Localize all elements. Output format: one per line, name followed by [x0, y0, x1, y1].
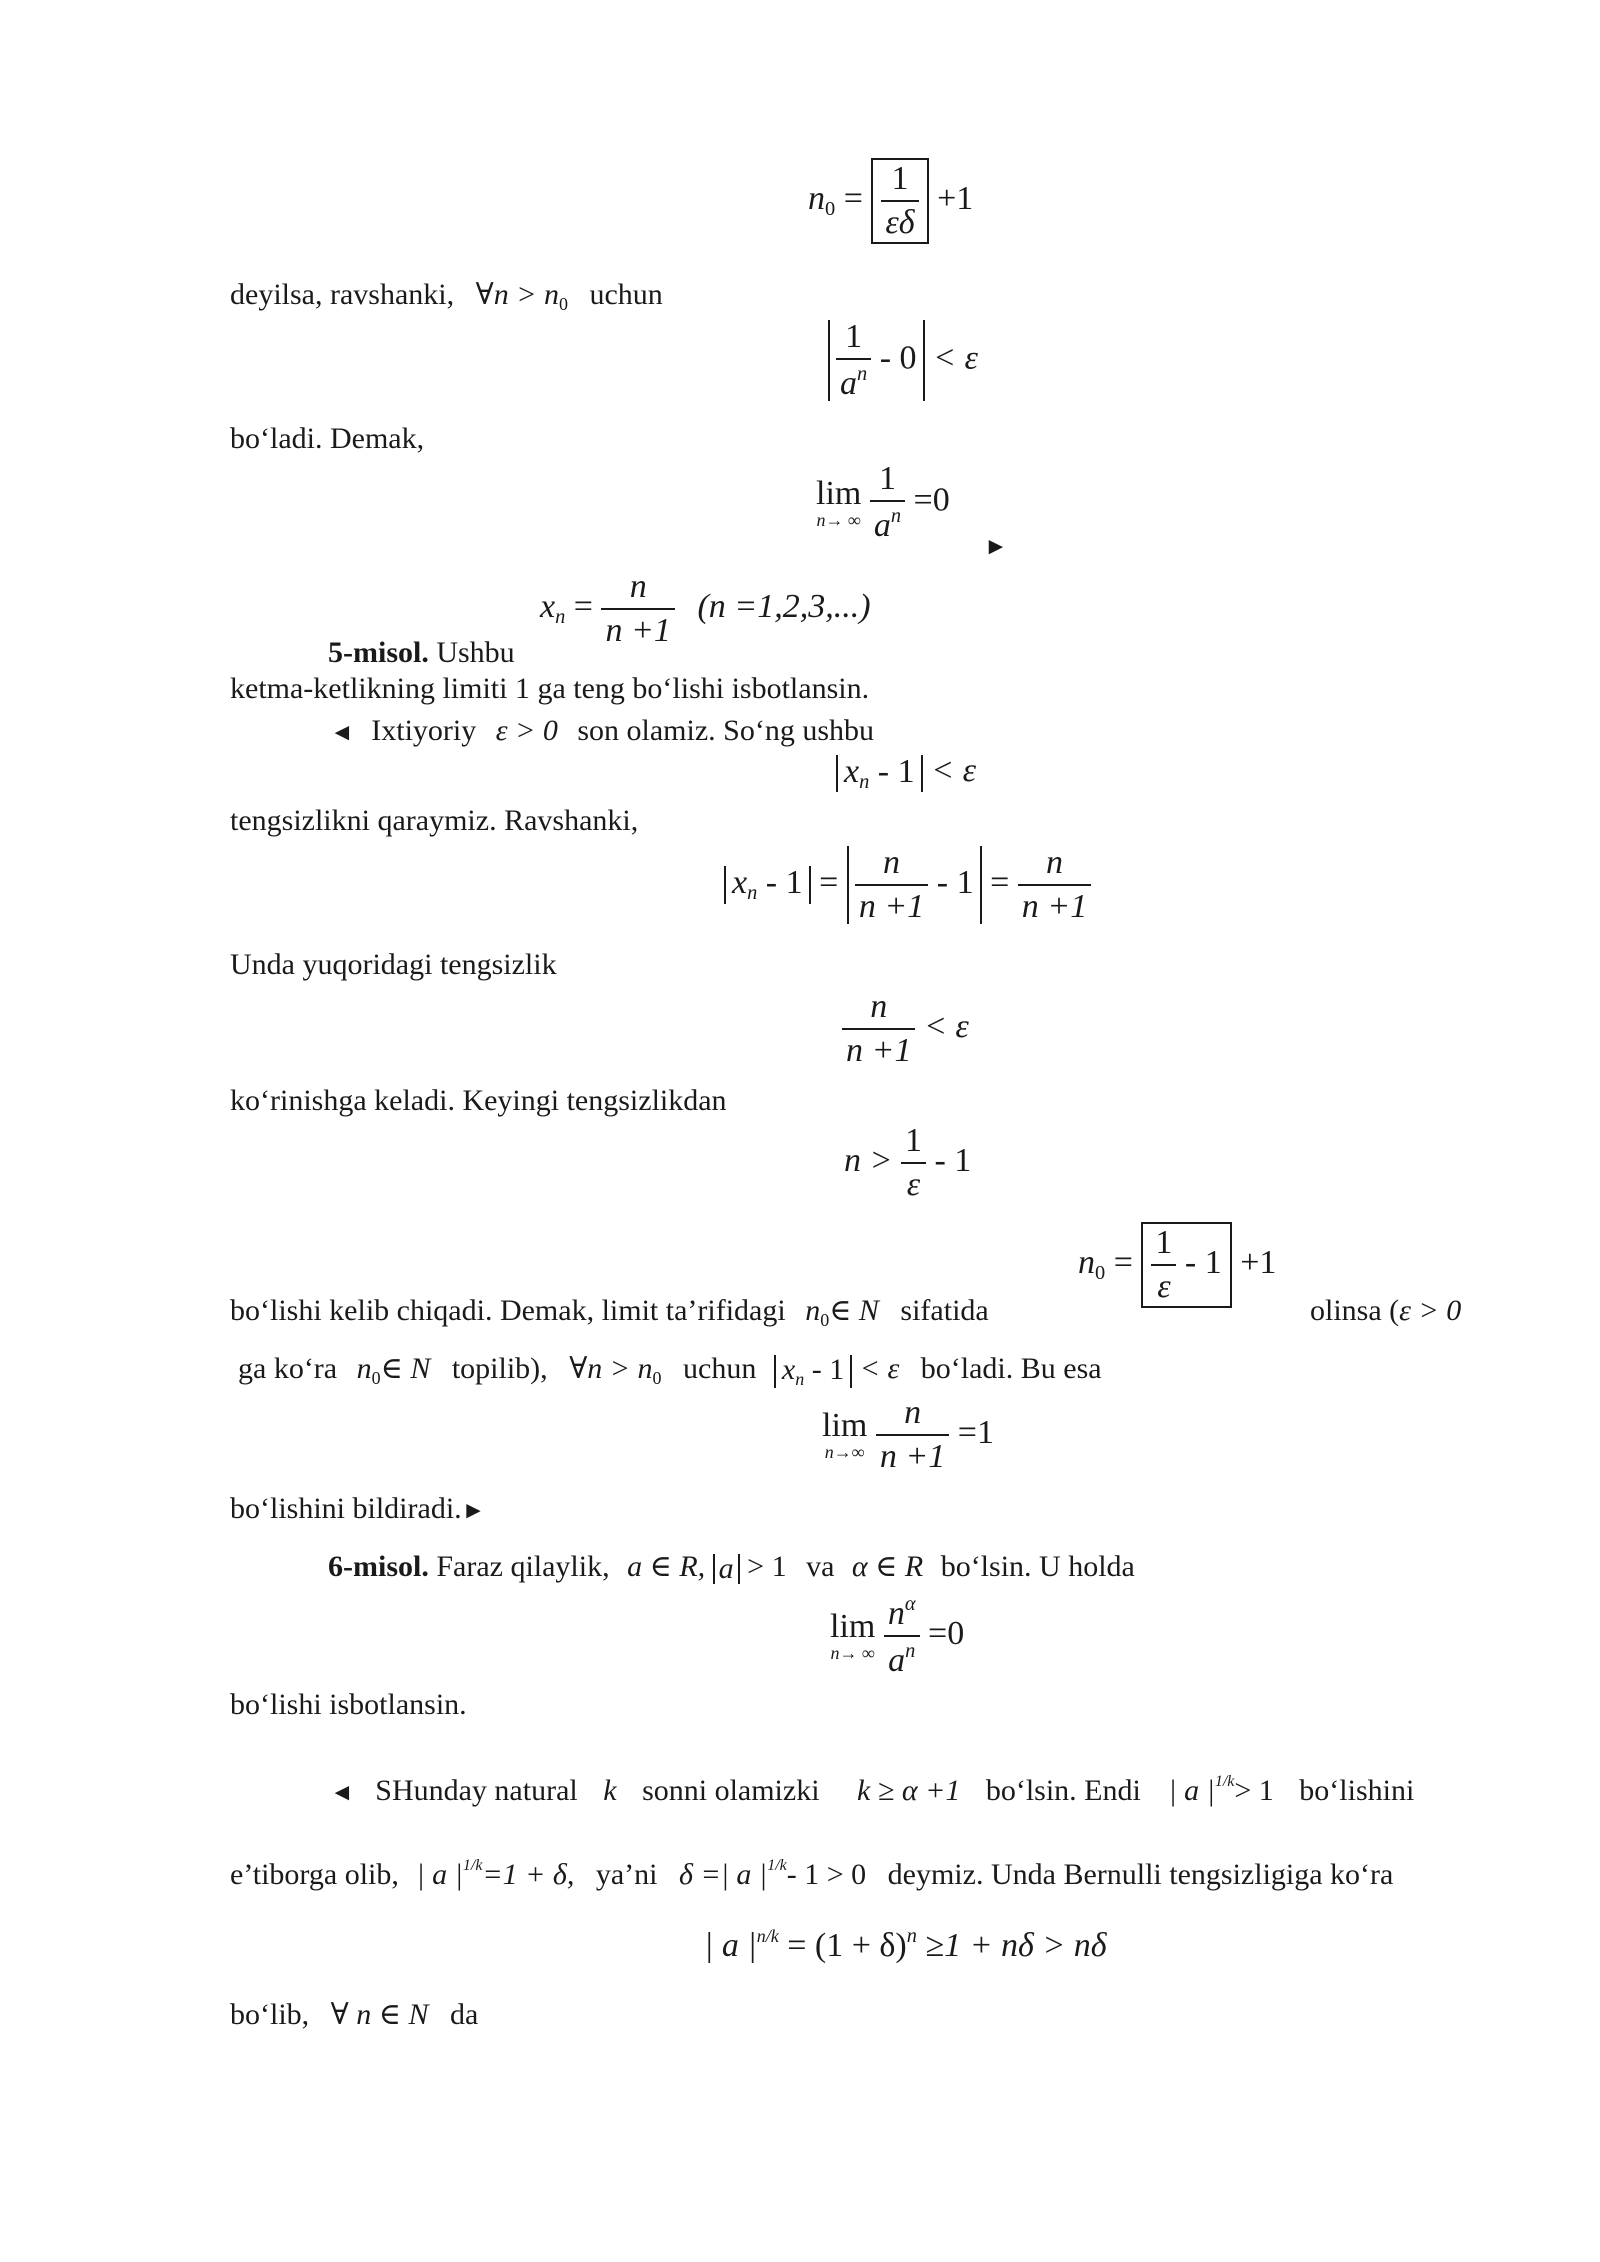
equation-n0-definition: $n_0$ = $\frac{1}{\varepsilon\delta}$ +1 [808, 158, 973, 244]
equation-abs-inequality: $\frac{1}{a^n}$ - 0 < ε [828, 320, 978, 401]
equation-n0-choice: $n_0$ = $\frac{1}{\varepsilon}$ - 1 +1 [1078, 1222, 1276, 1308]
equation-limit-one: lim n→∞ $\frac{n}{n +1}$ =1 [822, 1394, 994, 1475]
text-line: tengsizlikni qaraymiz. Ravshanki, [230, 804, 639, 837]
text-line: ◄ Ixtiyoriy ε > 0 son olamiz. So‘ng ushbu [330, 714, 875, 747]
equation-sequence-xn: $x_n$ = $\frac{n}{n +1}$ (n =1,2,3,...) [540, 568, 871, 649]
text-line: e’tiborga olib, | a $|^{1/k}=1 + \delta$, ya’ni δ =| a $|^{1/k}-$ 1 > 0 deymiz. Unda Bernulli tengsizligiga ko‘ra [230, 1857, 1394, 1891]
text-line: bo‘lishini bildiradi.► [230, 1492, 486, 1525]
text-line: ko‘rinishga keladi. Keyingi tengsizlikdan [230, 1084, 727, 1117]
equation-n-bound: n > $\frac{1}{\varepsilon}$ - 1 [844, 1122, 972, 1203]
text-line: bo‘lib, ∀ n ∈ N da [230, 1998, 479, 2031]
text-line: bo‘ladi. Demak, [230, 422, 425, 455]
proof-end-marker: ► [984, 534, 1008, 560]
text-line: ketma-ketlikning limiti 1 ga teng bo‘lishi isbotlansin. [230, 672, 870, 705]
text-line: bo‘lishi kelib chiqadi. Demak, limit ta’rifidagi $n_0\in$ N sifatida [230, 1294, 989, 1330]
text-line: deyilsa, ravshanki, ∀n > $n_0$ uchun [230, 278, 663, 314]
example-6-heading: 6-misol. Faraz qilaylik, a ∈ R, a > 1 va α ∈ R bo‘lsin. U holda [328, 1550, 1135, 1586]
equation-abs-expansion: $x_n - 1$ = $\frac{n}{n +1}$ - 1 = $\frac{n}{n +1}$ [724, 846, 1091, 924]
text-line: bo‘lishi isbotlansin. [230, 1688, 467, 1721]
text-line: olinsa (ε > 0 [1310, 1294, 1462, 1327]
text-line: ◄ SHunday natural k sonni olamizki k ≥ α +1 bo‘lsin. Endi | a $|^{1/k}> 1$ bo‘lishini [330, 1773, 1415, 1807]
example-5-heading: 5-misol. Ushbu [328, 636, 515, 669]
equation-bernoulli: | a $|^{n/k} = (1 + \delta)^n \ge 1 + n\delta > n\delta$ [704, 1925, 1107, 1964]
text-line: Unda yuqoridagi tengsizlik [230, 948, 557, 981]
equation-limit-power: lim n→ ∞ $\frac{n^\alpha}{a^n}$ =0 [830, 1593, 965, 1679]
equation-limit-zero: lim n→ ∞ $\frac{1}{a^n}$ =0 [816, 460, 950, 544]
text-line: ga ko‘ra $n_0\in$ N topilib), ∀n > $n_0$ uchun $x_n - 1 < \varepsilon$ bo‘ladi. Bu esa [238, 1352, 1102, 1389]
equation-fraction-less-eps: $\frac{n}{n +1}$ < ε [842, 990, 969, 1068]
equation-abs-xn: $x_n - 1 < \varepsilon$ [836, 754, 976, 792]
